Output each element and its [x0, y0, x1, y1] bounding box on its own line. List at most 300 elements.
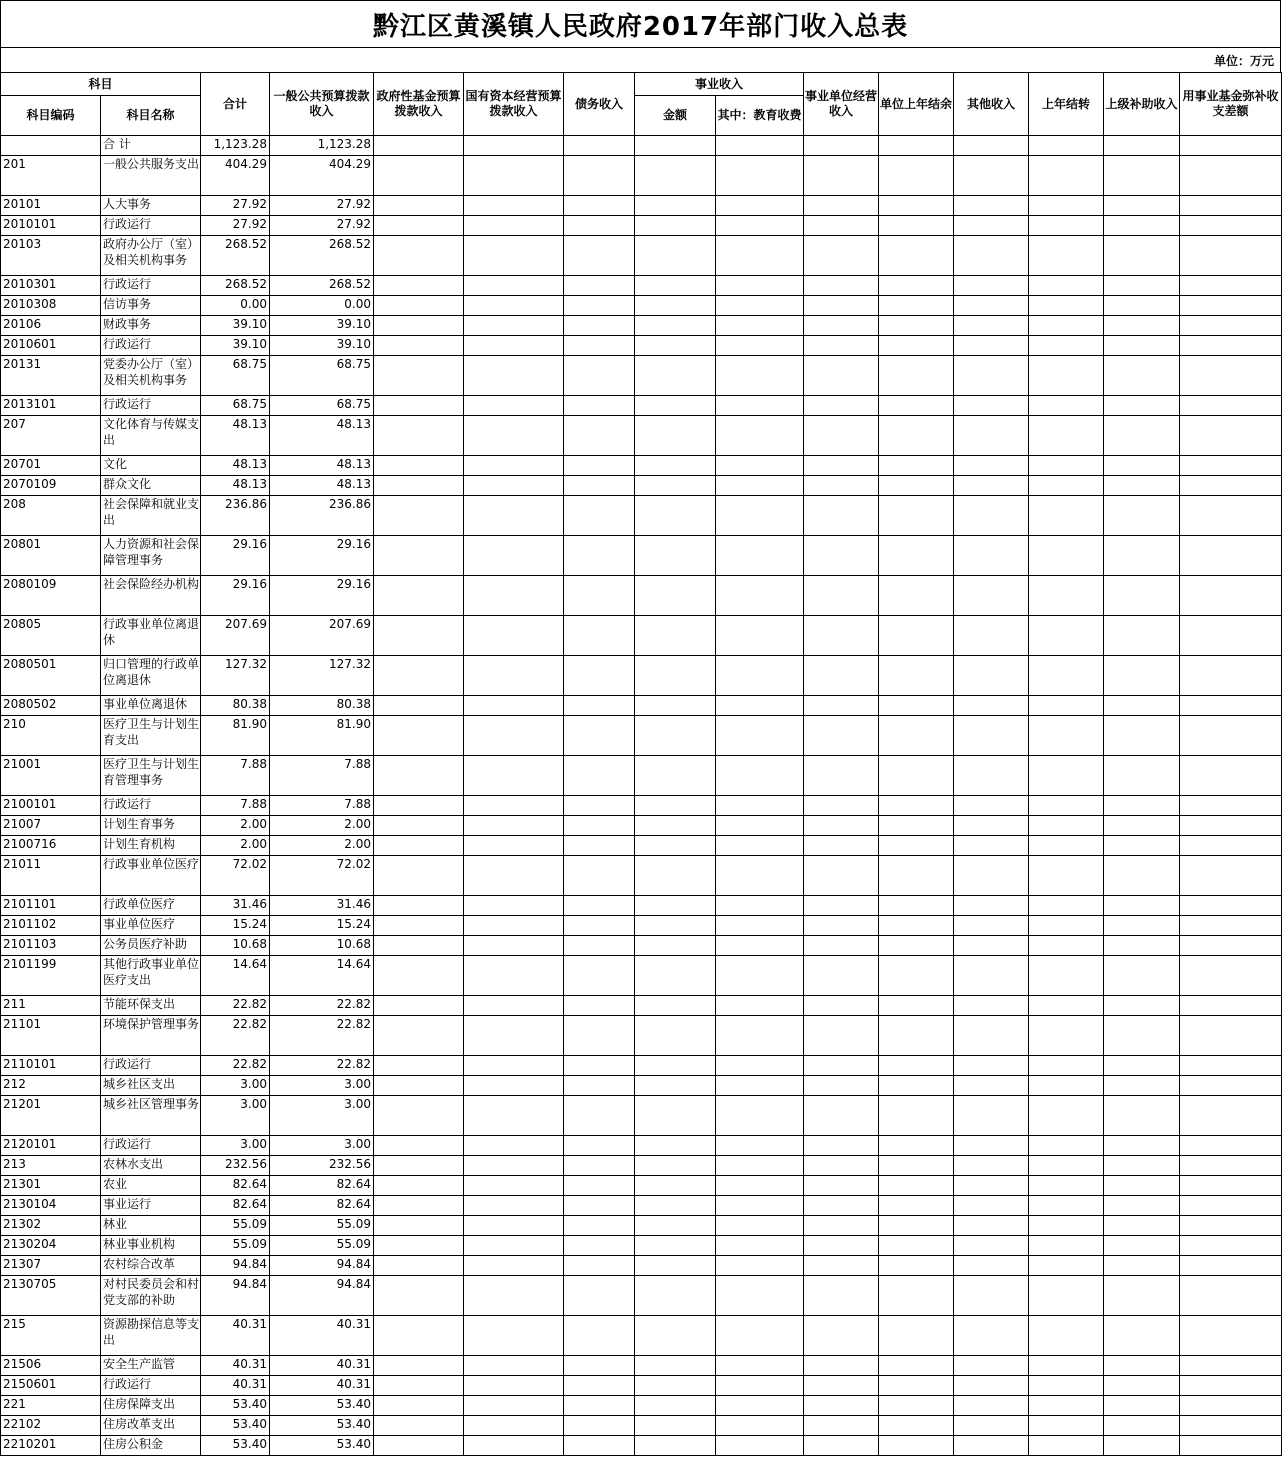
empty-cell	[804, 536, 879, 576]
empty-cell	[954, 216, 1029, 236]
empty-cell	[635, 1396, 716, 1416]
subject-code-cell	[1, 136, 101, 156]
empty-cell	[1104, 416, 1180, 456]
general-budget-cell: 3.00	[270, 1096, 374, 1136]
empty-cell	[1029, 316, 1104, 336]
empty-cell	[954, 936, 1029, 956]
empty-cell	[1180, 136, 1282, 156]
empty-cell	[374, 156, 464, 196]
empty-cell	[716, 716, 804, 756]
empty-cell	[1104, 536, 1180, 576]
empty-cell	[635, 716, 716, 756]
empty-cell	[1029, 1416, 1104, 1436]
subject-code-cell: 215	[1, 1316, 101, 1356]
general-budget-cell: 39.10	[270, 336, 374, 356]
empty-cell	[1104, 156, 1180, 196]
empty-cell	[1104, 1216, 1180, 1236]
header-gov-fund: 政府性基金预算拨款收入	[374, 73, 464, 136]
empty-cell	[564, 1436, 635, 1456]
empty-cell	[374, 1136, 464, 1156]
income-table	[0, 72, 1282, 1456]
empty-cell	[1029, 1196, 1104, 1216]
empty-cell	[954, 356, 1029, 396]
subject-name-cell: 一般公共服务支出	[101, 156, 201, 196]
empty-cell	[374, 1316, 464, 1356]
empty-cell	[635, 1236, 716, 1256]
empty-cell	[635, 396, 716, 416]
empty-cell	[804, 1196, 879, 1216]
table-row	[1, 796, 1282, 816]
empty-cell	[879, 1436, 954, 1456]
empty-cell	[464, 916, 564, 936]
table-body	[1, 136, 1282, 1456]
empty-cell	[564, 476, 635, 496]
empty-cell	[1180, 836, 1282, 856]
subject-name-cell: 财政事务	[101, 316, 201, 336]
subject-name-cell: 行政运行	[101, 796, 201, 816]
empty-cell	[1180, 216, 1282, 236]
empty-cell	[716, 816, 804, 836]
empty-cell	[954, 136, 1029, 156]
empty-cell	[879, 816, 954, 836]
empty-cell	[1180, 416, 1282, 456]
empty-cell	[879, 1376, 954, 1396]
empty-cell	[716, 336, 804, 356]
empty-cell	[635, 356, 716, 396]
empty-cell	[464, 656, 564, 696]
empty-cell	[564, 936, 635, 956]
empty-cell	[716, 856, 804, 896]
empty-cell	[635, 1136, 716, 1156]
general-budget-cell: 94.84	[270, 1256, 374, 1276]
table-row	[1, 1056, 1282, 1076]
general-budget-cell: 3.00	[270, 1076, 374, 1096]
table-row	[1, 1196, 1282, 1216]
subject-name-cell: 公务员医疗补助	[101, 936, 201, 956]
empty-cell	[954, 1136, 1029, 1156]
empty-cell	[716, 1156, 804, 1176]
empty-cell	[954, 1396, 1029, 1416]
table-row	[1, 1176, 1282, 1196]
empty-cell	[716, 656, 804, 696]
empty-cell	[464, 796, 564, 816]
empty-cell	[1029, 716, 1104, 756]
empty-cell	[374, 216, 464, 236]
empty-cell	[464, 1396, 564, 1416]
empty-cell	[564, 356, 635, 396]
empty-cell	[374, 536, 464, 576]
empty-cell	[464, 236, 564, 276]
empty-cell	[635, 756, 716, 796]
empty-cell	[464, 276, 564, 296]
general-budget-cell: 53.40	[270, 1416, 374, 1436]
empty-cell	[374, 956, 464, 996]
subject-name-cell: 归口管理的行政单位离退休	[101, 656, 201, 696]
table-row	[1, 856, 1282, 896]
empty-cell	[464, 396, 564, 416]
empty-cell	[635, 416, 716, 456]
empty-cell	[879, 1316, 954, 1356]
empty-cell	[374, 396, 464, 416]
empty-cell	[1104, 1056, 1180, 1076]
subject-code-cell: 2110101	[1, 1056, 101, 1076]
subject-code-cell: 2120101	[1, 1136, 101, 1156]
empty-cell	[804, 1156, 879, 1176]
empty-cell	[374, 936, 464, 956]
empty-cell	[1180, 656, 1282, 696]
empty-cell	[804, 1096, 879, 1136]
empty-cell	[635, 1276, 716, 1316]
empty-cell	[464, 316, 564, 336]
subject-code-cell: 21007	[1, 816, 101, 836]
empty-cell	[1104, 1396, 1180, 1416]
empty-cell	[716, 1016, 804, 1056]
general-budget-cell: 232.56	[270, 1156, 374, 1176]
subject-name-cell: 住房公积金	[101, 1436, 201, 1456]
empty-cell	[954, 836, 1029, 856]
empty-cell	[464, 1216, 564, 1236]
empty-cell	[879, 836, 954, 856]
total-cell: 82.64	[201, 1176, 270, 1196]
empty-cell	[1104, 396, 1180, 416]
table-row	[1, 836, 1282, 856]
empty-cell	[804, 396, 879, 416]
empty-cell	[635, 316, 716, 336]
total-cell: 40.31	[201, 1316, 270, 1356]
empty-cell	[879, 236, 954, 276]
general-budget-cell: 22.82	[270, 1056, 374, 1076]
empty-cell	[464, 356, 564, 396]
subject-name-cell: 医疗卫生与计划生育支出	[101, 716, 201, 756]
empty-cell	[879, 396, 954, 416]
subject-code-cell: 20801	[1, 536, 101, 576]
total-cell: 40.31	[201, 1356, 270, 1376]
empty-cell	[1180, 156, 1282, 196]
table-row	[1, 276, 1282, 296]
empty-cell	[716, 1216, 804, 1236]
empty-cell	[879, 956, 954, 996]
general-budget-cell: 15.24	[270, 916, 374, 936]
empty-cell	[564, 456, 635, 476]
empty-cell	[954, 576, 1029, 616]
empty-cell	[374, 616, 464, 656]
subject-name-cell: 行政运行	[101, 1136, 201, 1156]
empty-cell	[716, 316, 804, 336]
subject-code-cell: 2130705	[1, 1276, 101, 1316]
empty-cell	[1180, 336, 1282, 356]
subject-name-cell: 农林水支出	[101, 1156, 201, 1176]
empty-cell	[635, 856, 716, 896]
empty-cell	[564, 1356, 635, 1376]
page-title: 黔江区黄溪镇人民政府2017年部门收入总表	[0, 0, 1281, 48]
empty-cell	[635, 1156, 716, 1176]
table-row	[1, 936, 1282, 956]
empty-cell	[1029, 1356, 1104, 1376]
general-budget-cell: 268.52	[270, 236, 374, 276]
table-row	[1, 1236, 1282, 1256]
empty-cell	[464, 616, 564, 656]
empty-cell	[1029, 1136, 1104, 1156]
subject-name-cell: 行政运行	[101, 276, 201, 296]
table-row	[1, 1396, 1282, 1416]
general-budget-cell: 31.46	[270, 896, 374, 916]
empty-cell	[1180, 1356, 1282, 1376]
table-row	[1, 456, 1282, 476]
empty-cell	[1180, 1156, 1282, 1176]
empty-cell	[464, 836, 564, 856]
header-total: 合计	[201, 73, 270, 136]
empty-cell	[804, 656, 879, 696]
general-budget-cell: 0.00	[270, 296, 374, 316]
empty-cell	[716, 1416, 804, 1436]
total-cell: 53.40	[201, 1436, 270, 1456]
empty-cell	[464, 936, 564, 956]
empty-cell	[635, 1376, 716, 1396]
general-budget-cell: 27.92	[270, 196, 374, 216]
empty-cell	[1029, 576, 1104, 616]
table-row	[1, 1416, 1282, 1436]
table-row	[1, 216, 1282, 236]
empty-cell	[635, 1356, 716, 1376]
table-row	[1, 1216, 1282, 1236]
empty-cell	[374, 1356, 464, 1376]
empty-cell	[374, 1196, 464, 1216]
empty-cell	[1180, 456, 1282, 476]
empty-cell	[716, 416, 804, 456]
general-budget-cell: 10.68	[270, 936, 374, 956]
empty-cell	[879, 696, 954, 716]
empty-cell	[804, 1276, 879, 1316]
empty-cell	[1029, 656, 1104, 696]
empty-cell	[635, 696, 716, 716]
subject-code-cell: 2101199	[1, 956, 101, 996]
subject-code-cell: 20106	[1, 316, 101, 336]
empty-cell	[1029, 536, 1104, 576]
empty-cell	[804, 696, 879, 716]
empty-cell	[635, 656, 716, 696]
general-budget-cell: 72.02	[270, 856, 374, 896]
empty-cell	[1029, 1436, 1104, 1456]
empty-cell	[374, 1016, 464, 1056]
empty-cell	[564, 956, 635, 996]
subject-name-cell: 社会保险经办机构	[101, 576, 201, 616]
subject-code-cell: 21307	[1, 1256, 101, 1276]
empty-cell	[1029, 1216, 1104, 1236]
empty-cell	[635, 536, 716, 576]
empty-cell	[879, 336, 954, 356]
empty-cell	[716, 216, 804, 236]
empty-cell	[716, 136, 804, 156]
total-cell: 29.16	[201, 536, 270, 576]
empty-cell	[635, 1176, 716, 1196]
subject-name-cell: 文化	[101, 456, 201, 476]
table-row	[1, 496, 1282, 536]
empty-cell	[716, 896, 804, 916]
empty-cell	[1180, 1376, 1282, 1396]
total-cell: 2.00	[201, 836, 270, 856]
empty-cell	[716, 496, 804, 536]
empty-cell	[564, 1376, 635, 1396]
empty-cell	[879, 496, 954, 536]
empty-cell	[804, 756, 879, 796]
subject-name-cell: 其他行政事业单位医疗支出	[101, 956, 201, 996]
empty-cell	[1104, 796, 1180, 816]
empty-cell	[1180, 476, 1282, 496]
total-cell: 48.13	[201, 416, 270, 456]
empty-cell	[564, 1256, 635, 1276]
subject-code-cell: 2080501	[1, 656, 101, 696]
empty-cell	[464, 696, 564, 716]
empty-cell	[635, 896, 716, 916]
empty-cell	[564, 1216, 635, 1236]
empty-cell	[564, 1056, 635, 1076]
empty-cell	[879, 1056, 954, 1076]
subject-name-cell: 行政事业单位离退休	[101, 616, 201, 656]
empty-cell	[1180, 1236, 1282, 1256]
empty-cell	[1029, 1176, 1104, 1196]
subject-code-cell: 201	[1, 156, 101, 196]
table-row	[1, 1356, 1282, 1376]
empty-cell	[804, 896, 879, 916]
empty-cell	[1180, 1256, 1282, 1276]
empty-cell	[1104, 1356, 1180, 1376]
empty-cell	[1029, 456, 1104, 476]
empty-cell	[564, 1156, 635, 1176]
subject-name-cell: 农业	[101, 1176, 201, 1196]
empty-cell	[1180, 396, 1282, 416]
empty-cell	[1029, 476, 1104, 496]
total-cell: 404.29	[201, 156, 270, 196]
subject-code-cell: 21001	[1, 756, 101, 796]
empty-cell	[954, 396, 1029, 416]
empty-cell	[879, 1396, 954, 1416]
total-cell: 39.10	[201, 316, 270, 336]
table-row	[1, 536, 1282, 576]
empty-cell	[1180, 1276, 1282, 1316]
empty-cell	[879, 416, 954, 456]
header-amount: 金额	[635, 96, 716, 136]
empty-cell	[464, 1376, 564, 1396]
empty-cell	[635, 1316, 716, 1356]
empty-cell	[1180, 756, 1282, 796]
general-budget-cell: 40.31	[270, 1356, 374, 1376]
total-cell: 53.40	[201, 1416, 270, 1436]
empty-cell	[954, 956, 1029, 996]
subject-name-cell: 节能环保支出	[101, 996, 201, 1016]
total-cell: 53.40	[201, 1396, 270, 1416]
empty-cell	[954, 1356, 1029, 1376]
header-debt: 债务收入	[564, 73, 635, 136]
empty-cell	[1180, 816, 1282, 836]
empty-cell	[716, 1436, 804, 1456]
empty-cell	[954, 1156, 1029, 1176]
empty-cell	[954, 1316, 1029, 1356]
empty-cell	[1180, 796, 1282, 816]
empty-cell	[564, 1416, 635, 1436]
table-row	[1, 396, 1282, 416]
empty-cell	[1104, 236, 1180, 276]
empty-cell	[564, 1316, 635, 1356]
empty-cell	[564, 156, 635, 196]
empty-cell	[374, 136, 464, 156]
empty-cell	[804, 216, 879, 236]
empty-cell	[804, 1216, 879, 1236]
general-budget-cell: 268.52	[270, 276, 374, 296]
empty-cell	[716, 276, 804, 296]
general-budget-cell: 40.31	[270, 1376, 374, 1396]
empty-cell	[464, 896, 564, 916]
subject-name-cell: 环境保护管理事务	[101, 1016, 201, 1056]
empty-cell	[804, 236, 879, 276]
empty-cell	[954, 656, 1029, 696]
empty-cell	[804, 456, 879, 476]
empty-cell	[1104, 1096, 1180, 1136]
empty-cell	[564, 396, 635, 416]
empty-cell	[464, 416, 564, 456]
empty-cell	[1104, 196, 1180, 216]
empty-cell	[374, 816, 464, 836]
empty-cell	[1104, 616, 1180, 656]
empty-cell	[1104, 216, 1180, 236]
total-cell: 14.64	[201, 956, 270, 996]
empty-cell	[374, 1276, 464, 1316]
empty-cell	[1180, 1436, 1282, 1456]
empty-cell	[954, 1416, 1029, 1436]
subject-name-cell: 住房改革支出	[101, 1416, 201, 1436]
table-row	[1, 816, 1282, 836]
empty-cell	[1029, 796, 1104, 816]
general-budget-cell: 207.69	[270, 616, 374, 656]
table-row	[1, 696, 1282, 716]
empty-cell	[464, 856, 564, 896]
empty-cell	[804, 836, 879, 856]
subject-code-cell: 2101103	[1, 936, 101, 956]
empty-cell	[635, 1256, 716, 1276]
empty-cell	[804, 936, 879, 956]
empty-cell	[374, 1076, 464, 1096]
total-cell: 7.88	[201, 796, 270, 816]
empty-cell	[1180, 356, 1282, 396]
total-cell: 40.31	[201, 1376, 270, 1396]
total-cell: 31.46	[201, 896, 270, 916]
empty-cell	[954, 756, 1029, 796]
empty-cell	[564, 336, 635, 356]
subject-name-cell: 资源勘探信息等支出	[101, 1316, 201, 1356]
table-row	[1, 336, 1282, 356]
subject-code-cell: 2010601	[1, 336, 101, 356]
total-cell: 3.00	[201, 1096, 270, 1136]
subject-name-cell: 社会保障和就业支出	[101, 496, 201, 536]
empty-cell	[374, 696, 464, 716]
empty-cell	[716, 156, 804, 196]
empty-cell	[879, 276, 954, 296]
table-row	[1, 136, 1282, 156]
table-row	[1, 356, 1282, 396]
empty-cell	[879, 1216, 954, 1236]
empty-cell	[804, 996, 879, 1016]
general-budget-cell: 53.40	[270, 1396, 374, 1416]
empty-cell	[464, 756, 564, 796]
empty-cell	[564, 1276, 635, 1316]
empty-cell	[1180, 936, 1282, 956]
empty-cell	[879, 536, 954, 576]
empty-cell	[716, 996, 804, 1016]
empty-cell	[635, 1416, 716, 1436]
empty-cell	[1029, 1096, 1104, 1136]
empty-cell	[954, 616, 1029, 656]
total-cell: 55.09	[201, 1236, 270, 1256]
empty-cell	[954, 496, 1029, 536]
